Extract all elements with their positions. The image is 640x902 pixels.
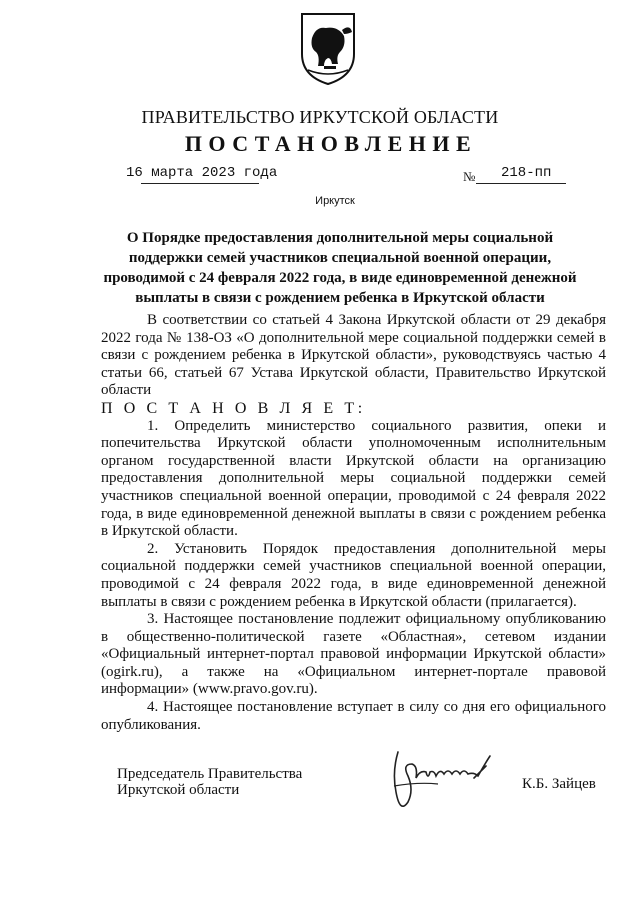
preamble-paragraph: В соответствии со статьей 4 Закона Иркутской области от 29 декабря 2022 года № 138-ОЗ «О дополнительной мере социальной поддержки семей в связи с рождением ребенка в Иркутской области», руководствуясь частью 4 статьи 66, статьей 67 Устава Иркутской области, Правительство Иркутской области xyxy=(101,312,606,399)
item-paragraph: 4. Настоящее постановление вступает в силу со дня его официального опубликования. xyxy=(101,699,606,733)
item-paragraph: 3. Настоящее постановление подлежит официальному опубликованию в общественно-политической газете «Областная», сетевом издании «Официальный интернет-портал правовой информации Иркутской области» (ogirk.ru), а также на «Официальном интернет-портале правовой информации» (www.pravo.gov.ru). xyxy=(101,611,606,698)
item-paragraph: 1. Определить министерство социального развития, опеки и попечительства Иркутской области уполномоченным исполнительным органом государственной власти Иркутской области на организацию предоставления дополнительной меры социальной поддержки семей участников специальной военной операции, проводимой с 24 февраля 2022 года, в виде единовременной денежной выплаты в связи с рождением ребенка в Иркутской области. xyxy=(101,417,606,540)
signatory-position xyxy=(117,766,302,798)
title-line: О Порядке предоставления дополнительной меры социальной xyxy=(126,230,554,246)
title-line: проводимой с 24 февраля 2022 года, в виде единовременной денежной xyxy=(103,270,577,286)
signer-name: К.Б. Зайцев xyxy=(522,776,596,792)
document-body xyxy=(101,312,606,734)
title-line: выплаты в связи с рождением ребенка в Иркутской области xyxy=(135,290,545,306)
number-underline xyxy=(476,183,566,184)
date-underline xyxy=(141,183,259,184)
item-paragraph: 2. Установить Порядок предоставления дополнительной меры социальной поддержки семей участников специальной военной операции, проводимой с 24 февраля 2022 года, в виде единовременной денежной выплаты в связи с рождением ребенка в Иркутской области (прилагается). xyxy=(101,540,606,610)
document-number: 218-пп xyxy=(501,165,552,181)
document-title xyxy=(80,228,600,308)
handwritten-signature xyxy=(378,742,508,822)
title-line: поддержки семей участников специальной военной операции, xyxy=(128,250,552,266)
resolve-heading: П О С Т А Н О В Л Я Е Т: xyxy=(101,399,366,417)
organization-name: ПРАВИТЕЛЬСТВО ИРКУТСКОЙ ОБЛАСТИ xyxy=(141,107,499,127)
coat-of-arms-emblem xyxy=(298,12,358,86)
document-date: 16 марта 2023 года xyxy=(126,165,278,181)
document-city: Иркутск xyxy=(315,195,355,207)
document-type: ПОСТАНОВЛЕНИЕ xyxy=(184,131,478,156)
position-line: Иркутской области xyxy=(117,782,240,798)
number-label: № xyxy=(463,169,476,184)
position-line: Председатель Правительства xyxy=(117,766,303,782)
